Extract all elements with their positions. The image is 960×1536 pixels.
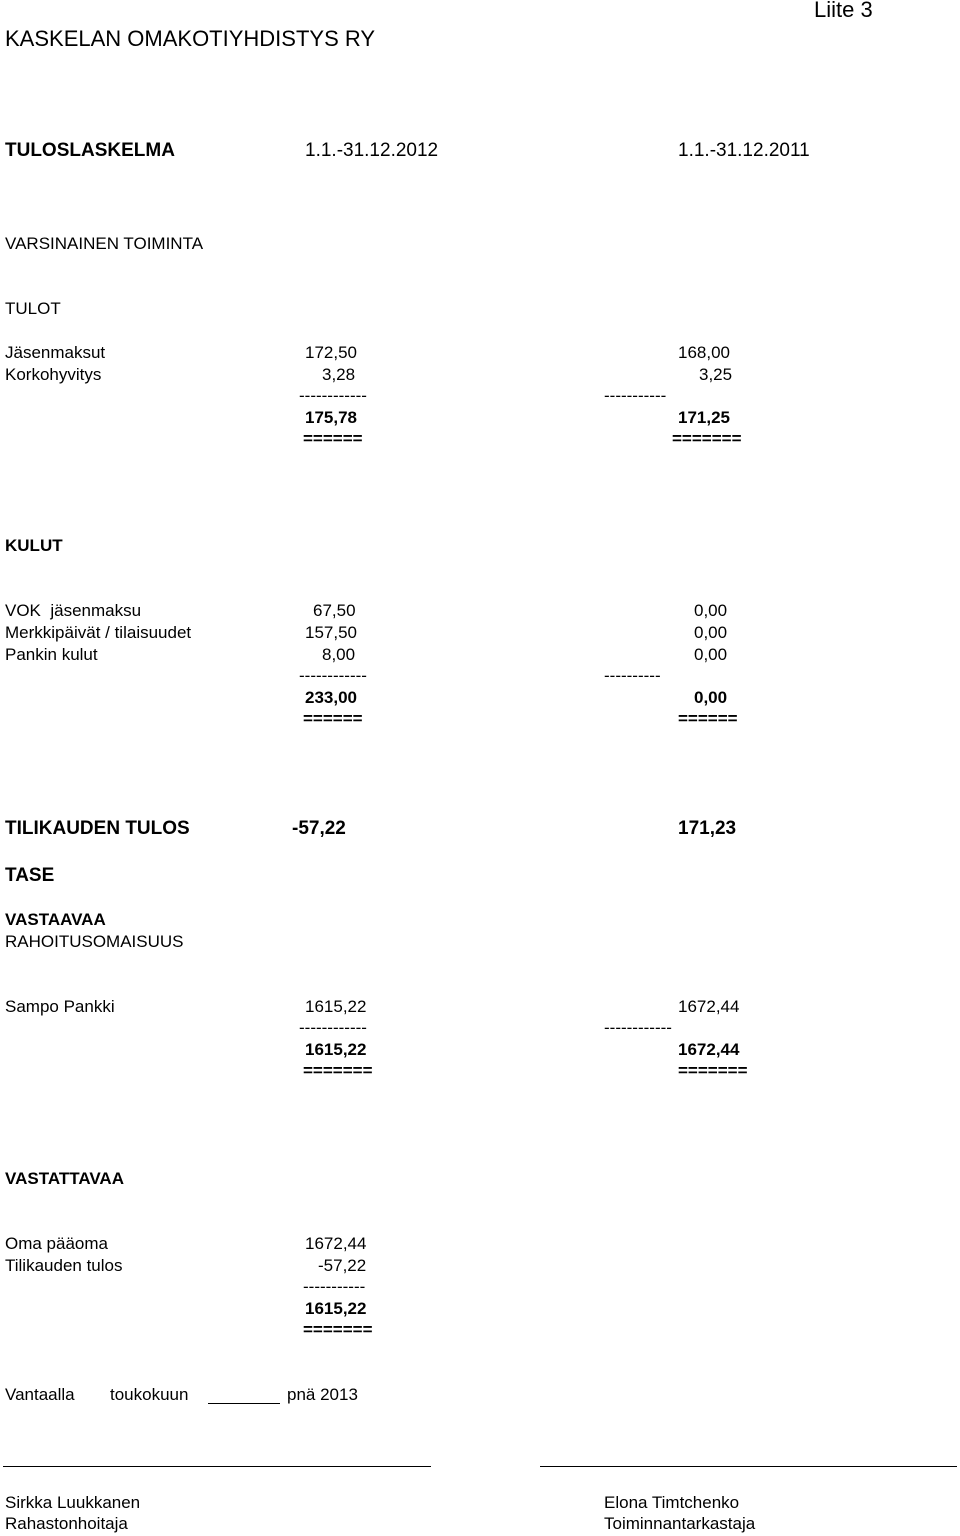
row-label: Tilikauden tulos xyxy=(5,1256,123,1275)
result-2012: -57,22 xyxy=(292,818,346,839)
result-label: TILIKAUDEN TULOS xyxy=(5,818,190,839)
double-underline: ====== xyxy=(303,709,363,728)
value-2012: 1672,44 xyxy=(305,1234,367,1253)
operations-heading: VARSINAINEN TOIMINTA xyxy=(5,234,204,253)
row-label: Sampo Pankki xyxy=(5,997,115,1016)
double-underline: ====== xyxy=(303,429,363,448)
value-2012: 8,00 xyxy=(322,645,356,664)
signer-title: Toiminnantarkastaja xyxy=(604,1514,756,1533)
signer-title: Rahastonhoitaja xyxy=(5,1514,128,1533)
separator: ---------- xyxy=(604,666,661,685)
signer-name: Elona Timtchenko xyxy=(604,1493,740,1512)
separator: ------------ xyxy=(299,386,367,405)
value-2012: 1615,22 xyxy=(305,997,367,1016)
value-2011: 0,00 xyxy=(694,623,728,642)
separator: ------------ xyxy=(299,666,367,685)
signing-place: Vantaalla xyxy=(5,1385,75,1404)
income-total-2011: 171,25 xyxy=(678,408,730,427)
double-underline: ======= xyxy=(303,1320,373,1339)
separator: ----------- xyxy=(604,386,667,405)
assets-total-2011: 1672,44 xyxy=(678,1040,740,1059)
signing-suffix: pnä 2013 xyxy=(287,1385,358,1404)
row-label: Pankin kulut xyxy=(5,645,98,664)
separator: ------------ xyxy=(604,1018,672,1037)
row-label: Merkkipäivät / tilaisuudet xyxy=(5,623,192,642)
expenses-total-2012: 233,00 xyxy=(305,688,357,707)
row-label: Jäsenmaksut xyxy=(5,343,106,362)
value-2012: -57,22 xyxy=(318,1256,367,1275)
row-label: VOK jäsenmaksu xyxy=(5,601,142,620)
signing-month: toukokuun xyxy=(110,1385,189,1404)
statement-title: TULOSLASKELMA xyxy=(5,140,175,161)
value-2011: 168,00 xyxy=(678,343,730,362)
value-2012: 67,50 xyxy=(313,601,356,620)
result-2011: 171,23 xyxy=(678,818,737,839)
double-underline: ======= xyxy=(678,1061,748,1080)
signer-name: Sirkka Luukkanen xyxy=(5,1493,141,1512)
value-2011: 0,00 xyxy=(694,601,728,620)
financial-assets-heading: RAHOITUSOMAISUUS xyxy=(5,932,184,951)
assets-heading: VASTAAVAA xyxy=(5,910,106,929)
value-2012: 172,50 xyxy=(305,343,357,362)
assets-total-2012: 1615,22 xyxy=(305,1040,367,1059)
separator: ----------- xyxy=(303,1277,366,1296)
signature-line xyxy=(3,1466,431,1467)
expenses-heading: KULUT xyxy=(5,536,63,555)
liabilities-heading: VASTATTAVAA xyxy=(5,1169,124,1188)
separator: ------------ xyxy=(299,1018,367,1037)
row-label: Oma pääoma xyxy=(5,1234,108,1253)
period-2011: 1.1.-31.12.2011 xyxy=(678,140,810,161)
income-heading: TULOT xyxy=(5,299,61,318)
balance-heading: TASE xyxy=(5,865,55,886)
liabilities-total-2012: 1615,22 xyxy=(305,1299,367,1318)
expenses-total-2011: 0,00 xyxy=(694,688,728,707)
double-underline: ====== xyxy=(678,709,738,728)
double-underline: ======= xyxy=(303,1061,373,1080)
period-2012: 1.1.-31.12.2012 xyxy=(305,140,439,161)
value-2011: 0,00 xyxy=(694,645,728,664)
signature-line xyxy=(540,1466,957,1467)
double-underline: ======= xyxy=(672,429,742,448)
value-2011: 1672,44 xyxy=(678,997,740,1016)
date-blank-line xyxy=(208,1403,280,1404)
appendix-label: Liite 3 xyxy=(814,0,873,22)
value-2011: 3,25 xyxy=(699,365,733,384)
value-2012: 157,50 xyxy=(305,623,357,642)
income-total-2012: 175,78 xyxy=(305,408,357,427)
row-label: Korkohyvitys xyxy=(5,365,102,384)
organization-name: KASKELAN OMAKOTIYHDISTYS RY xyxy=(5,26,376,51)
value-2012: 3,28 xyxy=(322,365,356,384)
